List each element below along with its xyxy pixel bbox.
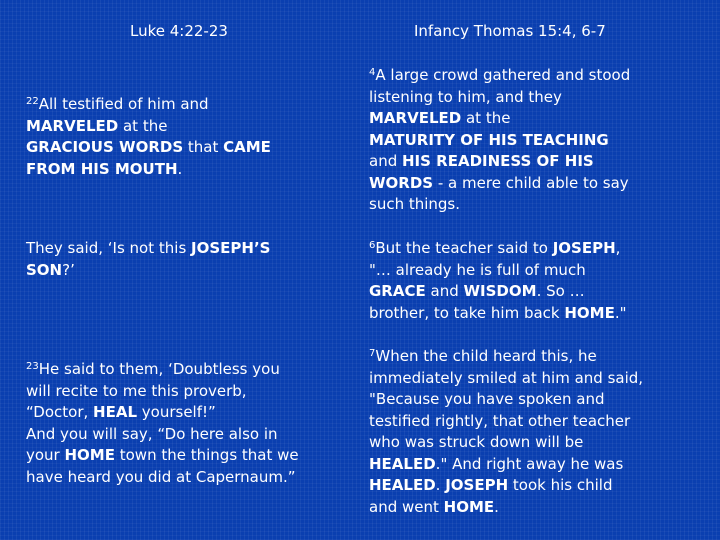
text-line (369, 475, 643, 497)
text-segment: town the things that we (114, 446, 299, 464)
text-segment: who was struck down will be (369, 433, 584, 451)
emphasized-text: HEALED (369, 476, 436, 494)
text-segment: brother, to take him back (369, 303, 565, 322)
text-segment: immediately smiled at him and said, (369, 368, 644, 387)
text-segment: ." And right away he was (435, 454, 624, 473)
emphasized-text: WISDOM (463, 282, 537, 300)
verse-number: 23 (26, 361, 39, 372)
text-segment: ?’ (62, 260, 75, 279)
emphasized-text: HOME (443, 497, 495, 516)
emphasized-text: JOSEPH’S (191, 239, 271, 257)
text-line (369, 173, 630, 195)
text-segment: "… already he is full of much (369, 260, 586, 279)
text-segment: When the child heard this, he (375, 347, 597, 365)
text-segment: . (494, 497, 499, 516)
text-line (26, 159, 271, 181)
text-segment: . So … (536, 282, 585, 300)
text-segment: your (26, 446, 65, 464)
text-segment: and went (369, 497, 444, 516)
text-line (369, 194, 630, 216)
text-line (26, 116, 271, 138)
emphasized-text: HEALED (369, 454, 436, 473)
text-line (369, 368, 643, 390)
verse-number: 4 (369, 67, 376, 78)
text-line (26, 402, 299, 424)
text-segment: testified rightly, that other teacher (369, 411, 631, 430)
emphasized-text: HIS READINESS OF HIS (402, 152, 594, 170)
text-segment: "Because you have spoken and (369, 390, 605, 408)
emphasized-text: JOSEPH (552, 239, 616, 257)
text-line (26, 94, 271, 116)
text-line (26, 260, 270, 282)
text-segment: , (615, 239, 621, 257)
verse-number: 22 (26, 96, 39, 107)
text-segment: took his child (508, 476, 613, 494)
text-segment: at the (118, 116, 168, 135)
text-line (26, 445, 299, 467)
emphasized-text: MATURITY OF HIS TEACHING (369, 130, 609, 149)
text-line (26, 359, 299, 381)
text-segment: . (435, 476, 446, 494)
text-line (369, 432, 643, 454)
text-line (369, 454, 643, 476)
text-line (369, 389, 643, 411)
text-line (26, 381, 299, 403)
text-segment: and (425, 282, 464, 300)
text-segment: - a mere child able to say (433, 173, 629, 192)
text-line (369, 130, 630, 152)
text-segment: have heard you did at Capernaum.” (26, 467, 296, 486)
text-segment: listening to him, and they (369, 87, 562, 106)
thomas-verse-4 (369, 65, 630, 216)
emphasized-text: FROM HIS MOUTH (26, 159, 178, 178)
emphasized-text: SON (26, 260, 63, 279)
emphasized-text: CAME (223, 138, 271, 156)
text-segment: yourself!” (137, 403, 216, 421)
emphasized-text: HOME (64, 446, 115, 464)
text-segment: and (369, 152, 402, 170)
text-line (369, 151, 630, 173)
emphasized-text: WORDS (369, 173, 434, 192)
verse-number: 7 (369, 348, 376, 359)
text-line (369, 260, 627, 282)
text-line (26, 137, 271, 159)
text-segment: ." (614, 303, 627, 322)
text-segment: They said, ‘Is not this (26, 239, 192, 257)
text-line (26, 424, 299, 446)
emphasized-text: MARVELED (26, 116, 119, 135)
text-line (369, 497, 643, 519)
text-line (369, 411, 643, 433)
luke-verse-22 (26, 94, 271, 180)
text-segment: will recite to me this proverb, (26, 381, 247, 400)
verse-number: 6 (369, 240, 376, 251)
emphasized-text: HOME (564, 303, 615, 322)
right-column-header: Infancy Thomas 15:4, 6-7 (414, 22, 606, 40)
emphasized-text: JOSEPH (445, 476, 509, 494)
text-line (26, 238, 270, 260)
text-segment: A large crowd gathered and stood (375, 66, 631, 84)
text-segment: at the (461, 109, 511, 127)
luke-verse-23 (26, 359, 299, 488)
text-line (26, 467, 299, 489)
text-segment: . (177, 159, 183, 178)
emphasized-text: GRACE (369, 282, 426, 300)
text-segment: And you will say, “Do here also in (26, 424, 278, 443)
luke-joseph-son (26, 238, 270, 281)
text-line (369, 281, 627, 303)
emphasized-text: HEAL (93, 403, 138, 421)
text-segment: “Doctor, (26, 403, 94, 421)
text-line (369, 346, 643, 368)
emphasized-text: GRACIOUS WORDS (26, 138, 184, 156)
text-line (369, 87, 630, 109)
text-line (369, 65, 630, 87)
text-segment: such things. (369, 195, 461, 213)
text-segment: All testified of him and (38, 95, 209, 113)
emphasized-text: MARVELED (369, 109, 462, 127)
text-line (369, 108, 630, 130)
text-segment: But the teacher said to (375, 239, 553, 257)
text-line (369, 303, 627, 325)
left-column-header: Luke 4:22-23 (130, 22, 228, 40)
text-segment: He said to them, ‘Doubtless you (38, 360, 280, 378)
text-segment: that (183, 138, 224, 156)
thomas-verse-7 (369, 346, 643, 518)
thomas-verse-6 (369, 238, 627, 324)
text-line (369, 238, 627, 260)
